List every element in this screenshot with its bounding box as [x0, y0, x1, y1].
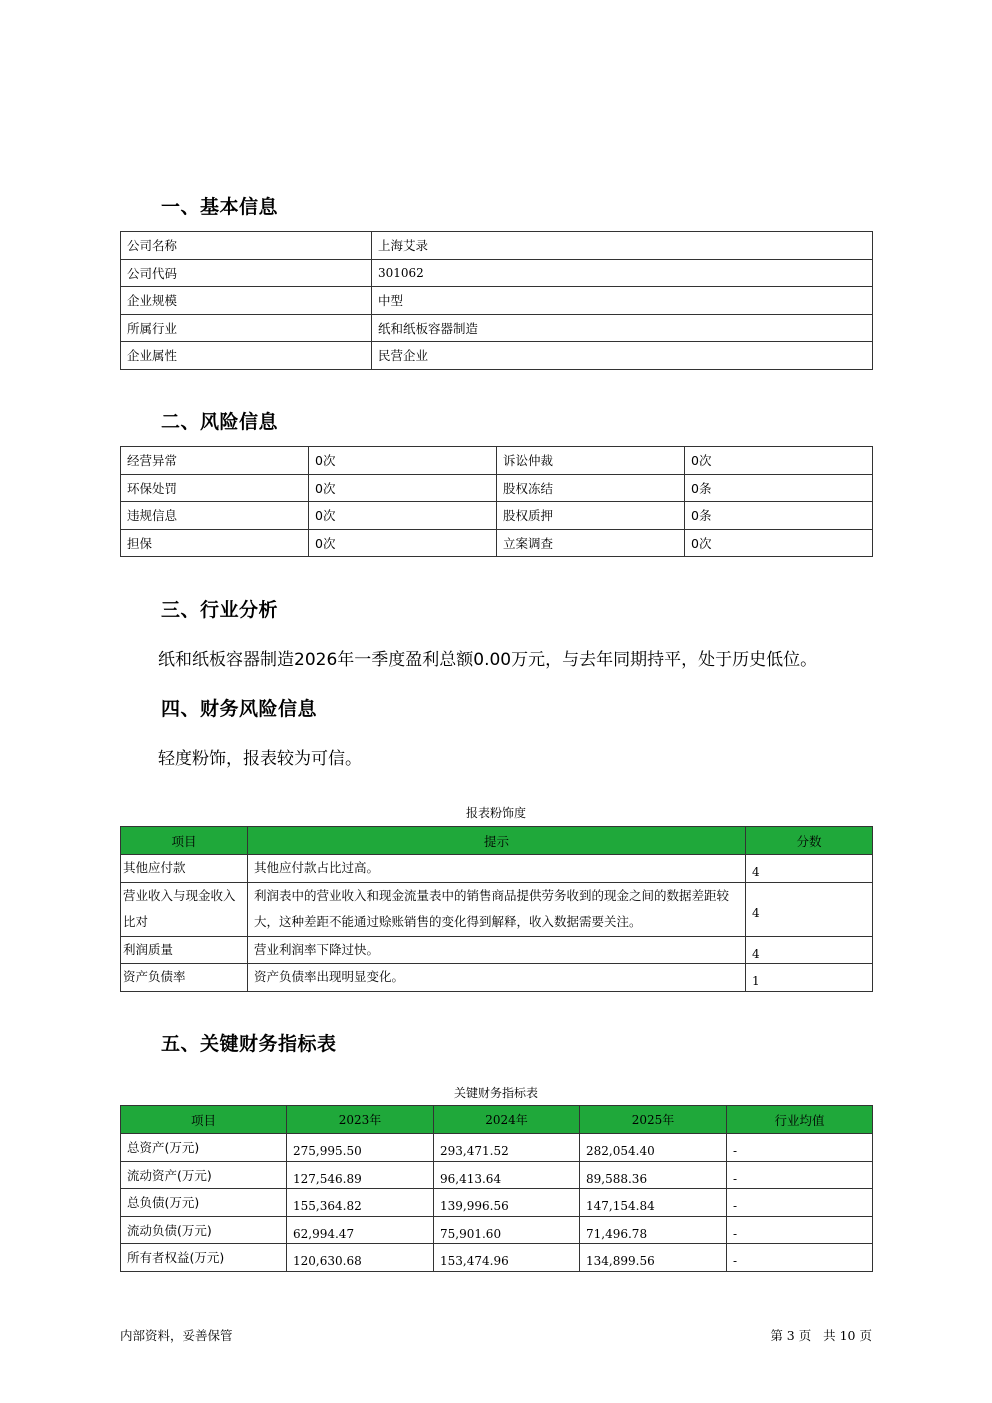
basic-info-row — [121, 287, 873, 315]
fluff-hint: 营业利润率下降过快。 — [248, 936, 746, 964]
risk-info-table — [120, 446, 873, 557]
fluff-row — [121, 855, 873, 883]
key-value-y2024: 293,471.52 — [434, 1134, 580, 1162]
section-title-keyfin: 五、关键财务指标表 — [161, 1033, 337, 1055]
footer-page-number: 第 3 页 共 10 页 — [770, 1328, 872, 1343]
key-value-avg: - — [727, 1216, 873, 1244]
basic-info-row — [121, 314, 873, 342]
basic-info-label: 公司代码 — [121, 259, 372, 287]
risk-label: 经营异常 — [121, 447, 309, 475]
key-table-caption: 关键财务指标表 — [453, 1086, 538, 1100]
basic-info-label: 企业属性 — [121, 342, 372, 370]
fluff-hint: 资产负债率出现明显变化。 — [248, 964, 746, 992]
key-row — [121, 1244, 873, 1272]
basic-info-value: 纸和纸板容器制造 — [372, 314, 873, 342]
basic-info-label: 所属行业 — [121, 314, 372, 342]
key-value-y2024: 153,474.96 — [434, 1244, 580, 1272]
key-item: 总资产(万元) — [121, 1134, 287, 1162]
fluff-table — [120, 826, 873, 992]
key-value-y2023: 120,630.68 — [287, 1244, 434, 1272]
fluff-row — [121, 964, 873, 992]
risk-value: 0次 — [685, 529, 873, 557]
fluff-item: 资产负债率 — [121, 964, 248, 992]
risk-info-row — [121, 529, 873, 557]
risk-label: 环保处罚 — [121, 474, 309, 502]
key-financial-table — [120, 1105, 873, 1272]
fluff-row — [121, 882, 873, 936]
risk-info-row — [121, 447, 873, 475]
risk-value: 0次 — [309, 502, 497, 530]
fluff-score: 4 — [746, 855, 873, 883]
fluff-hint: 利润表中的营业收入和现金流量表中的销售商品提供劳务收到的现金之间的数据差距较大，这种差距不能通过赊账销售的变化得到解释，收入数据需要关注。 — [248, 882, 746, 936]
footer-confidential: 内部资料，妥善保管 — [120, 1328, 233, 1343]
section-title-finrisk: 四、财务风险信息 — [161, 698, 318, 720]
risk-label: 股权冻结 — [497, 474, 685, 502]
key-value-avg: - — [727, 1244, 873, 1272]
risk-value: 0次 — [309, 447, 497, 475]
finrisk-summary-text: 轻度粉饰，报表较为可信。 — [158, 749, 362, 769]
key-header-2024: 2024年 — [434, 1106, 580, 1134]
key-value-y2025: 71,496.78 — [580, 1216, 727, 1244]
key-row — [121, 1189, 873, 1217]
fluff-score: 1 — [746, 964, 873, 992]
fluff-item: 利润质量 — [121, 936, 248, 964]
basic-info-value: 301062 — [372, 259, 873, 287]
fluff-header-hint: 提示 — [248, 827, 746, 855]
basic-info-label: 企业规模 — [121, 287, 372, 315]
key-value-y2025: 147,154.84 — [580, 1189, 727, 1217]
key-value-y2024: 96,413.64 — [434, 1161, 580, 1189]
key-value-y2023: 155,364.82 — [287, 1189, 434, 1217]
section-title-basic: 一、基本信息 — [161, 196, 279, 218]
risk-value: 0次 — [309, 474, 497, 502]
risk-value: 0次 — [685, 447, 873, 475]
basic-info-row — [121, 232, 873, 260]
fluff-score: 4 — [746, 882, 873, 936]
key-row — [121, 1161, 873, 1189]
key-value-y2025: 134,899.56 — [580, 1244, 727, 1272]
risk-label: 违规信息 — [121, 502, 309, 530]
key-value-avg: - — [727, 1161, 873, 1189]
risk-label: 股权质押 — [497, 502, 685, 530]
key-item: 流动资产(万元) — [121, 1161, 287, 1189]
fluff-hint: 其他应付款占比过高。 — [248, 855, 746, 883]
fluff-header-score: 分数 — [746, 827, 873, 855]
risk-info-row — [121, 474, 873, 502]
key-item: 所有者权益(万元) — [121, 1244, 287, 1272]
fluff-score: 4 — [746, 936, 873, 964]
risk-label: 诉讼仲裁 — [497, 447, 685, 475]
risk-value: 0次 — [309, 529, 497, 557]
key-header-2025: 2025年 — [580, 1106, 727, 1134]
key-value-y2023: 62,994.47 — [287, 1216, 434, 1244]
basic-info-value: 民营企业 — [372, 342, 873, 370]
key-value-y2024: 75,901.60 — [434, 1216, 580, 1244]
key-row — [121, 1134, 873, 1162]
key-value-y2025: 89,588.36 — [580, 1161, 727, 1189]
risk-info-row — [121, 502, 873, 530]
industry-analysis-text: 纸和纸板容器制造2026年一季度盈利总额0.00万元，与去年同期持平，处于历史低位。 — [158, 650, 818, 670]
fluff-table-caption: 报表粉饰度 — [465, 806, 526, 820]
key-value-y2023: 275,995.50 — [287, 1134, 434, 1162]
key-value-y2023: 127,546.89 — [287, 1161, 434, 1189]
fluff-row — [121, 936, 873, 964]
risk-value: 0条 — [685, 502, 873, 530]
basic-info-row — [121, 259, 873, 287]
key-value-avg: - — [727, 1134, 873, 1162]
key-item: 总负债(万元) — [121, 1189, 287, 1217]
basic-info-label: 公司名称 — [121, 232, 372, 260]
key-row — [121, 1216, 873, 1244]
fluff-item: 其他应付款 — [121, 855, 248, 883]
key-header-2023: 2023年 — [287, 1106, 434, 1134]
key-header-item: 项目 — [121, 1106, 287, 1134]
basic-info-table — [120, 231, 873, 370]
risk-label: 立案调查 — [497, 529, 685, 557]
key-item: 流动负债(万元) — [121, 1216, 287, 1244]
basic-info-row — [121, 342, 873, 370]
key-value-y2025: 282,054.40 — [580, 1134, 727, 1162]
key-header-avg: 行业均值 — [727, 1106, 873, 1134]
basic-info-value: 上海艾录 — [372, 232, 873, 260]
section-title-industry: 三、行业分析 — [161, 599, 279, 621]
risk-value: 0条 — [685, 474, 873, 502]
key-value-avg: - — [727, 1189, 873, 1217]
risk-label: 担保 — [121, 529, 309, 557]
fluff-item: 营业收入与现金收入比对 — [121, 882, 248, 936]
fluff-header-item: 项目 — [121, 827, 248, 855]
basic-info-value: 中型 — [372, 287, 873, 315]
section-title-risk: 二、风险信息 — [161, 411, 279, 433]
key-value-y2024: 139,996.56 — [434, 1189, 580, 1217]
